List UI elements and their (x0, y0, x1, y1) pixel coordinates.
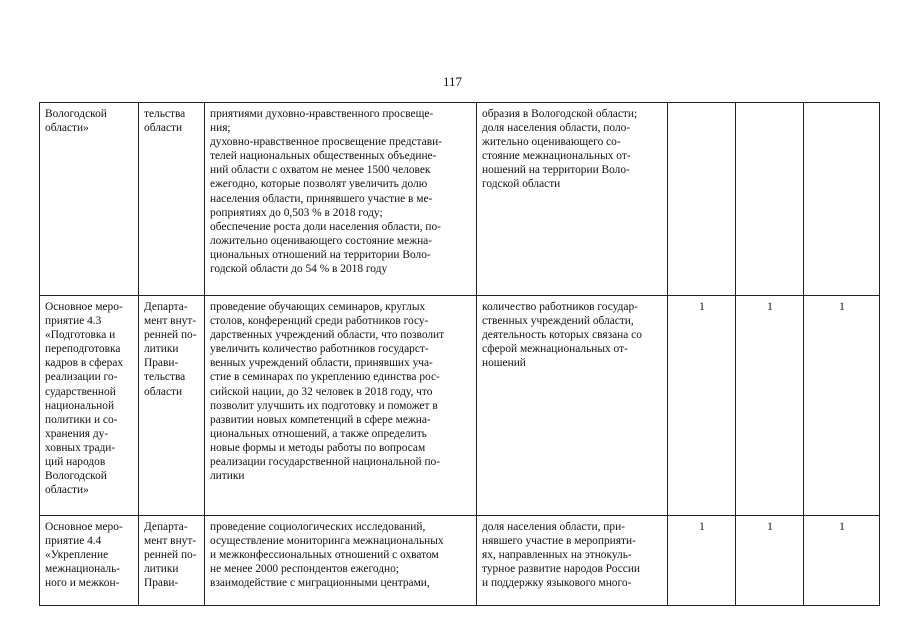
text-line: области» (45, 122, 89, 135)
indicator-cell (477, 103, 668, 296)
page-number: 117 (442, 74, 463, 89)
text-line: национальной (45, 399, 115, 412)
text-line: стие в семинарах по укреплению единства рос- (210, 371, 440, 384)
text-line: количество работников государ- (482, 301, 638, 313)
text-line: циональных отношений, а также определить (210, 427, 427, 440)
text-line: литики (144, 343, 179, 356)
text-line: роприятиях до 0,503 % в 2018 году; (210, 206, 383, 219)
measure-cell (40, 103, 139, 296)
value-cell-3: 1 (804, 296, 880, 516)
text-line: ренней по- (144, 549, 197, 562)
text-line: ций народов (45, 456, 106, 469)
text-line: дарственных учреждений области, что позволит (210, 329, 445, 342)
value-cell-2: 1 (736, 516, 804, 606)
text-line: жительно оценивающего со- (482, 136, 621, 149)
text-line: ношений (482, 357, 526, 370)
text-line: новые формы и методы работы по вопросам (210, 441, 426, 454)
text-line: годской области (482, 178, 561, 191)
text-line: области (144, 385, 183, 398)
text-line: нявшего участие в мероприяти- (482, 535, 636, 548)
text-line: ях, направленных на этнокуль- (482, 549, 632, 562)
text-line: годской области до 54 % в 2018 году (210, 263, 388, 276)
value-cell-3 (804, 103, 880, 296)
text-line: «Подготовка и (45, 329, 116, 342)
executor-cell (139, 296, 205, 516)
text-line: и межконфессиональных отношений с охватом (210, 549, 439, 562)
text-line: литики (144, 563, 179, 576)
text-line: реализации го- (45, 371, 118, 384)
measure-cell (40, 296, 139, 516)
table-row (40, 516, 880, 606)
text-line: и поддержку языкового много- (482, 577, 632, 590)
text-line: ежегодно, которые позволят увеличить долю (210, 178, 428, 191)
text-line: не менее 2000 респондентов ежегодно; (210, 563, 399, 576)
text-line: межнациональ- (45, 563, 121, 576)
text-line: доля населения области, поло- (482, 122, 631, 135)
text-line: тельства (144, 371, 186, 384)
text-line: развитии новых компетенций в сфере межна- (210, 413, 431, 426)
table-row (40, 103, 880, 296)
text-line: ного и межкон- (45, 577, 120, 590)
text-line: сударственной (45, 385, 116, 398)
table-row (40, 296, 880, 516)
result-cell (205, 296, 477, 516)
text-line: ственных учреждений области, (482, 315, 634, 328)
text-line: Основное меро- (45, 521, 123, 533)
text-line: политики и со- (45, 413, 118, 426)
executor-cell (139, 103, 205, 296)
text-line: приятие 4.4 (45, 535, 102, 548)
text-line: позволит улучшить их подготовку и поможет в (210, 399, 438, 412)
text-line: Вологодской (45, 470, 107, 483)
text-line: «Укрепление (45, 549, 109, 562)
text-line: приятиями духовно-нравственного просвеще- (210, 108, 434, 120)
text-line: хранения ду- (45, 427, 109, 440)
text-line: стояние межнациональных от- (482, 150, 631, 163)
text-line: мент внут- (144, 535, 197, 548)
text-line: доля населения области, при- (482, 521, 625, 533)
text-line: ховных тради- (45, 441, 116, 454)
value-cell-1 (668, 103, 736, 296)
text-line: циональных отношений на территории Воло- (210, 248, 431, 261)
text-line: взаимодействие с миграционными центрами, (210, 577, 430, 590)
text-line: области (144, 122, 183, 135)
result-cell (205, 516, 477, 606)
indicator-cell (477, 296, 668, 516)
text-line: венных учреждений области, принявших уча- (210, 357, 433, 370)
text-line: Вологодской (45, 108, 107, 120)
value-cell-1: 1 (668, 296, 736, 516)
text-line: мент внут- (144, 315, 197, 328)
value-cell-1: 1 (668, 516, 736, 606)
text-line: образия в Вологодской области; (482, 108, 638, 120)
text-line: телей национальных общественных объедине- (210, 150, 437, 163)
text-line: осуществление мониторинга межнациональных (210, 535, 444, 548)
text-line: области» (45, 484, 89, 497)
text-line: литики (210, 470, 245, 483)
text-line: турное развитие народов России (482, 563, 641, 576)
text-line: тельства (144, 108, 186, 120)
indicator-cell (477, 516, 668, 606)
value-cell-2: 1 (736, 296, 804, 516)
text-line: сферой межнациональных от- (482, 343, 628, 356)
text-line: ния; (210, 122, 231, 135)
text-line: деятельность которых связана со (482, 329, 642, 342)
value-cell-3: 1 (804, 516, 880, 606)
text-line: проведение обучающих семинаров, круглых (210, 301, 426, 313)
text-line: сийской нации, до 32 человек в 2018 году, что (210, 385, 433, 398)
text-line: Прави- (144, 357, 179, 370)
text-line: столов, конференций среди работников госу- (210, 315, 429, 328)
measure-cell (40, 516, 139, 606)
text-line: населения области, принявшего участие в ме- (210, 192, 433, 205)
value-cell-2 (736, 103, 804, 296)
text-line: кадров в сферах (45, 357, 124, 370)
text-line: Департа- (144, 301, 188, 313)
text-line: духовно-нравственное просвещение представи- (210, 136, 443, 149)
text-line: ложительно оценивающего состояние межна- (210, 234, 433, 247)
executor-cell (139, 516, 205, 606)
text-line: ношений на территории Воло- (482, 164, 630, 177)
text-line: реализации государственной национальной по- (210, 456, 441, 469)
text-line: переподготовка (45, 343, 121, 356)
result-cell (205, 103, 477, 296)
text-line: Основное меро- (45, 301, 123, 313)
text-line: ренней по- (144, 329, 197, 342)
text-line: увеличить количество работников государст- (210, 343, 429, 356)
text-line: ний области с охватом не менее 1500 человек (210, 164, 431, 177)
text-line: Департа- (144, 521, 188, 533)
text-line: приятие 4.3 (45, 315, 102, 328)
program-table (39, 102, 880, 606)
text-line: проведение социологических исследований, (210, 521, 426, 533)
text-line: обеспечение роста доли населения области, по- (210, 220, 441, 233)
text-line: Прави- (144, 577, 179, 590)
